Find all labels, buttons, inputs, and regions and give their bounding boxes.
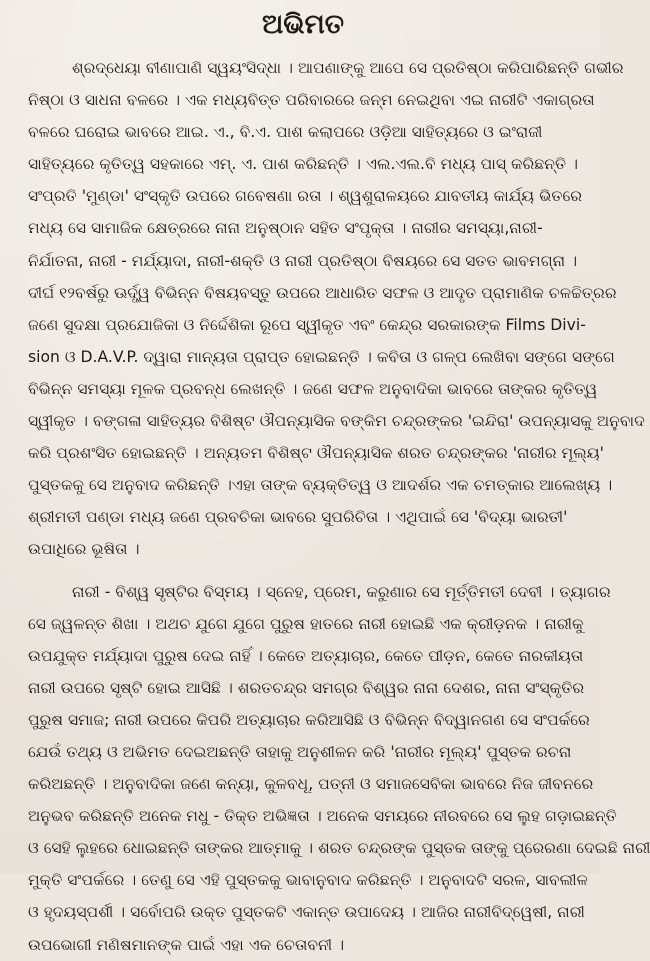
paragraph-line: ଉପାଧିରେ ଭୂଷିତା ।: [28, 540, 140, 559]
paragraph-line: ଉପଯୁକ୍ତ ମର୍ଯ୍ୟାଦା ପୁରୁଷ ଦେଇ ନାହିଁ । କେତେ ଅତ୍ୟାଚାର, କେତେ ପୀଡ଼ନ, କେତେ ନାରକୀୟତା: [28, 646, 584, 665]
paragraph-line: ସାହିତ୍ୟରେ କୃତିତ୍ୱ ସହକାରେ ଏମ୍. ଏ. ପାଶ କରିଛନ୍ତି । ଏଲ.ଏଲ.ବି ମଧ୍ୟ ପାସ୍ କରିଛନ୍ତି ।: [28, 155, 579, 174]
paragraph-line: ପୁରୁଷ ସମାଜ; ନାରୀ ଉପରେ କିପରି ଅତ୍ୟାଚାର କରିଆସିଛି ଓ ବିଭିନ୍ନ ବିଦ୍ୱାନଗଣ ସେ ସଂପର୍କରେ: [28, 710, 590, 729]
paragraph-line: ଅନୁଭବ କରିଛନ୍ତି ଅନେକ ମଧୁ - ତିକ୍ତ ଅଭିଜ୍ଞତା । ଅନେକ ସମୟରେ ନୀରବରେ ସେ ଲୁହ ଗଡ଼ାଇଛନ୍ତି: [28, 807, 617, 826]
paragraph-line: ଓ ସେହି ଲୁହରେ ଧୋଇଛନ୍ତି ତାଙ୍କର ଆତ୍ମାକୁ । ଶରତ ଚନ୍ଦ୍ରଙ୍କ ପୁସ୍ତକ ତାଙ୍କୁ ପ୍ରେରଣା ଦେଇଛି ନାରୀ: [28, 839, 650, 858]
paragraph-line: ଉପଭୋଗୀ ମଣିଷମାନଙ୍କ ପାଇଁ ଏହା ଏକ ଚେତାବନୀ ।: [28, 935, 345, 954]
paragraph-line: ବଳରେ ଘରୋଇ ଭାବରେ ଆଇ. ଏ., ବି.ଏ. ପାଶ କଲାପରେ ଓଡ଼ିଆ ସାହିତ୍ୟରେ ଓ ଇଂରାଜୀ: [28, 123, 543, 142]
paragraph-line: ନାରୀ - ବିଶ୍ୱ ସୃଷ୍ଟିର ବିସ୍ମୟ । ସ୍ନେହ, ପ୍ରେମ, କରୁଣାର ସେ ମୂର୍ତ୍ତିମତୀ ଦେବୀ । ତ୍ୟାଗର: [72, 582, 611, 601]
paragraph-line: ପୁସ୍ତକକୁ ସେ ଅନୁବାଦ କରିଛନ୍ତି ।ଏହା ତାଙ୍କ ବ୍ୟକ୍ତିତ୍ୱ ଓ ଆଦର୍ଶର ଏକ ଚମତ୍କାର ଆଲେଖ୍ୟ ।: [28, 476, 613, 495]
paragraph-line: ଜଣେ ସୁଦକ୍ଷା ପ୍ରଯୋଜିକା ଓ ନିର୍ଦ୍ଦେଶିକା ରୂପେ ସ୍ୱୀକୃତ ଏବଂ କେନ୍ଦ୍ର ସରକାରଙ୍କ Films Divi-: [28, 315, 586, 334]
paragraph-line: ଓ ହୃଦୟସ୍ପର୍ଶୀ । ସର୍ବୋପରି ଉକ୍ତ ପୁସ୍ତକଟି ଏକାନ୍ତ ଉପାଦେୟ । ଆଜିର ନାରୀବିଦ୍ୱେଷୀ, ନାରୀ: [28, 903, 585, 922]
paragraph-2: [28, 576, 650, 961]
paragraph-line: ଶ୍ରୀମତୀ ପଣ୍ଡା ମଧ୍ୟ ଜଣେ ପ୍ରବଚିକା ଭାବରେ ସୁପରିଚିତା । ଏଥିପାଇଁ ସେ 'ବିଦ୍ୟା ଭାରତୀ': [28, 508, 568, 527]
page-title: ଅଭିମତ: [262, 9, 344, 40]
paragraph-line: ମୁକ୍ତି ସଂପର୍କରେ । ତେଣୁ ସେ ଏହି ପୁସ୍ତକକୁ ଭାବାନୁବାଦ କରିଛନ୍ତି । ଅନୁବାଦଟି ସରଳ, ସାବଲୀଳ: [28, 871, 588, 890]
paragraph-1: [28, 52, 645, 566]
paragraph-line: ନାରୀ ଉପରେ ସୃଷ୍ଟି ହୋଇ ଆସିଛି । ଶରତଚନ୍ଦ୍ର ସମଗ୍ର ବିଶ୍ୱର ନାନା ଦେଶର, ନାନା ସଂସ୍କୃତିର: [28, 678, 585, 697]
paragraph-line: ଦୀର୍ଘ ୧୨ବର୍ଷରୁ ଊର୍ଦ୍ଧ୍ୱ ବିଭିନ୍ନ ବିଷୟବସ୍ତୁ ଉପରେ ଆଧାରିତ ସଫଳ ଓ ଆଦୃତ ପ୍ରାମାଣିକ ଚଳଚ୍ଚିତ୍ରର: [28, 283, 617, 302]
paragraph-line: ନିର୍ଯାତନା, ନାରୀ - ମର୍ଯ୍ୟାଦା, ନାରୀ-ଶକ୍ତି ଓ ନାରୀ ପ୍ରତିଷ୍ଠା ବିଷୟରେ ସେ ସତତ ଭାବମଗ୍ନା ।: [28, 251, 578, 270]
paragraph-line: ସେ ଜ୍ୱଳନ୍ତ ଶିଖା । ଅଥଚ ଯୁଗେ ଯୁଗେ ପୁରୁଷ ହାତରେ ନାରୀ ହୋଇଛି ଏକ କ୍ରୀଡ଼ନକ । ନାରୀକୁ: [28, 614, 584, 633]
paragraph-line: ଶ୍ରଦ୍ଧେୟା ବୀଣାପାଣି ସ୍ୱୟଂସିଦ୍ଧା । ଆପଣାଙ୍କୁ ଆପେ ସେ ପ୍ରତିଷ୍ଠା କରିପାରିଛନ୍ତି ଗଭୀର: [72, 59, 624, 77]
paragraph-line: କରି ପ୍ରଶଂସିତ ହୋଇଛନ୍ତି । ଅନ୍ୟତମ ବିଶିଷ୍ଟ ଔପନ୍ୟାସିକ ଶରତ ଚନ୍ଦ୍ରଙ୍କର 'ନାରୀର ମୂଲ୍ୟ': [28, 444, 604, 463]
paragraph-line: ଯେଉଁ ତଥ୍ୟ ଓ ଅଭିମତ ଦେଇଅଛନ୍ତି ତାହାକୁ ଅନୁଶୀଳନ କରି 'ନାରୀର ମୂଲ୍ୟ' ପୁସ୍ତକ ରଚନା: [28, 742, 572, 761]
paragraph-gap: [28, 566, 578, 576]
paragraph-line: ସଂପ୍ରତି 'ମୁଣ୍ଡା' ସଂସ୍କୃତି ଉପରେ ଗବେଷଣା ରତା । ଶ୍ୱଶୁରାଳୟରେ ଯାବତୀୟ କାର୍ଯ୍ୟ ଭିତରେ: [28, 187, 583, 206]
paragraph-line: ମଧ୍ୟ ସେ ସାମାଜିକ କ୍ଷେତ୍ରରେ ନାନା ଅନୁଷ୍ଠାନ ସହିତ ସଂପୃକ୍ତା । ନାରୀର ସମସ୍ୟା,ନାରୀ-: [28, 219, 543, 238]
paragraph-line: ନିଷ୍ଠା ଓ ସାଧନା ବଳରେ । ଏକ ମଧ୍ୟବିତ୍ତ ପରିବାରରେ ଜନ୍ମ ନେଇଥିବା ଏଇ ନାରୀଟି ଏକାଗ୍ରତା: [28, 91, 595, 110]
paragraph-line: ସ୍ୱୀକୃତ । ବଙ୍ଗଳା ସାହିତ୍ୟର ବିଶିଷ୍ଟ ଔପନ୍ୟାସିକ ବଙ୍କିମ ଚନ୍ଦ୍ରଙ୍କର 'ଇନ୍ଦିରା' ଉପନ୍ୟାସକୁ ଅନୁବାଦ: [28, 412, 645, 431]
paragraph-line: କରିଅଛନ୍ତି । ଅନୁବାଦିକା ଜଣେ କନ୍ୟା, କୁଳବଧୂ, ପତ୍ନୀ ଓ ସମାଜସେବିକା ଭାବରେ ନିଜ ଜୀବନରେ: [28, 775, 594, 794]
paragraph-line: sion ଓ D.A.V.P. ଦ୍ୱାରା ମାନ୍ୟତା ପ୍ରାପ୍ତ ହୋଇଛନ୍ତି । କବିତା ଓ ଗଳ୍ପ ଲେଖିବା ସଙ୍ଗେ ସଙ୍ଗେ: [28, 347, 615, 366]
paragraph-line: ବିଭିନ୍ନ ସମସ୍ୟା ମୂଳକ ପ୍ରବନ୍ଧ ଲେଖନ୍ତି । ଜଣେ ସଫଳ ଅନୁବାଦିକା ଭାବରେ ତାଙ୍କର କୃତିତ୍ୱ: [28, 379, 598, 398]
